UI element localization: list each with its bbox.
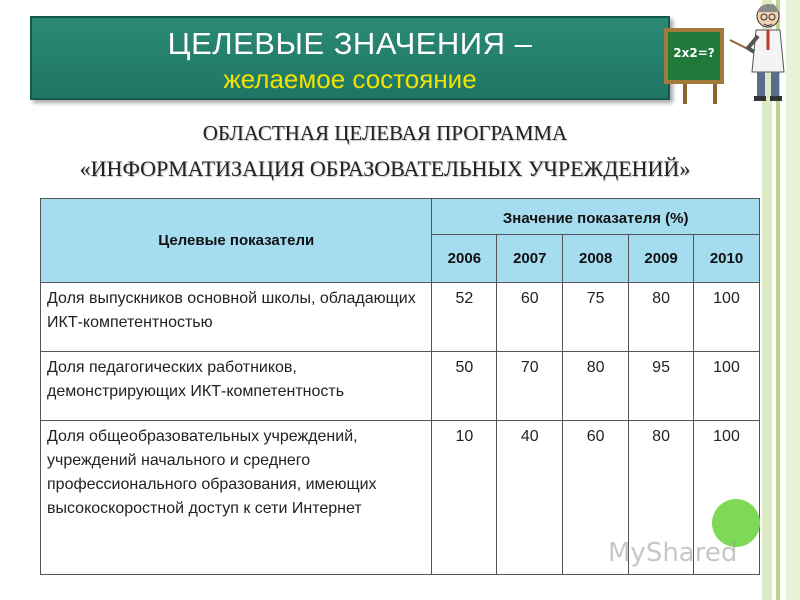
indicator-label: Доля общеобразовательных учреждений, учреждений начального и среднего профессионального образования, имеющих высокоскоростной доступ к сети Интернет [41,421,432,575]
indicator-label: Доля педагогических работников, демонстрирующих ИКТ-компетентность [41,352,432,421]
chalkboard-leg [683,84,687,104]
indicator-column-header: Целевые показатели [41,199,432,283]
table-row [41,352,760,421]
value-column-header: Значение показателя (%) [432,199,760,235]
indicator-value: 60 [497,283,563,352]
indicator-value: 50 [432,352,497,421]
indicator-label: Доля выпускников основной школы, обладающих ИКТ-компетентностью [41,283,432,352]
indicator-value: 80 [629,283,694,352]
title-line-2: желаемое состояние [223,64,477,94]
indicator-value: 70 [497,352,563,421]
table-header-row [41,199,760,235]
table-row [41,283,760,352]
indicator-value: 40 [497,421,563,575]
indicator-value: 80 [563,352,629,421]
program-name: «ИНФОРМАТИЗАЦИЯ ОБРАЗОВАТЕЛЬНЫХ УЧРЕЖДЕНИЙ» [79,156,691,181]
year-header: 2007 [497,235,563,283]
indicator-value: 10 [432,421,497,575]
chalkboard [664,28,724,84]
year-header: 2010 [694,235,760,283]
title-banner [30,16,670,100]
year-header: 2006 [432,235,497,283]
indicator-value: 100 [694,352,760,421]
title-line-1: ЦЕЛЕВЫЕ ЗНАЧЕНИЯ – [167,26,533,61]
indicators-table [40,198,760,575]
year-header: 2009 [629,235,694,283]
indicator-value: 52 [432,283,497,352]
indicator-value: 95 [629,352,694,421]
indicator-value: 100 [694,283,760,352]
watermark: MyShared [608,538,738,568]
indicator-value: 60 [563,421,629,575]
indicator-value: 80 [629,421,694,575]
year-header: 2008 [563,235,629,283]
program-title: ОБЛАСТНАЯ ЦЕЛЕВАЯ ПРОГРАММА [202,121,568,145]
chalkboard-text: 2x2=? [673,46,715,60]
indicator-value: 100 [694,421,760,575]
teacher-icon [726,0,800,104]
indicator-value: 75 [563,283,629,352]
chalkboard-leg [713,84,717,104]
